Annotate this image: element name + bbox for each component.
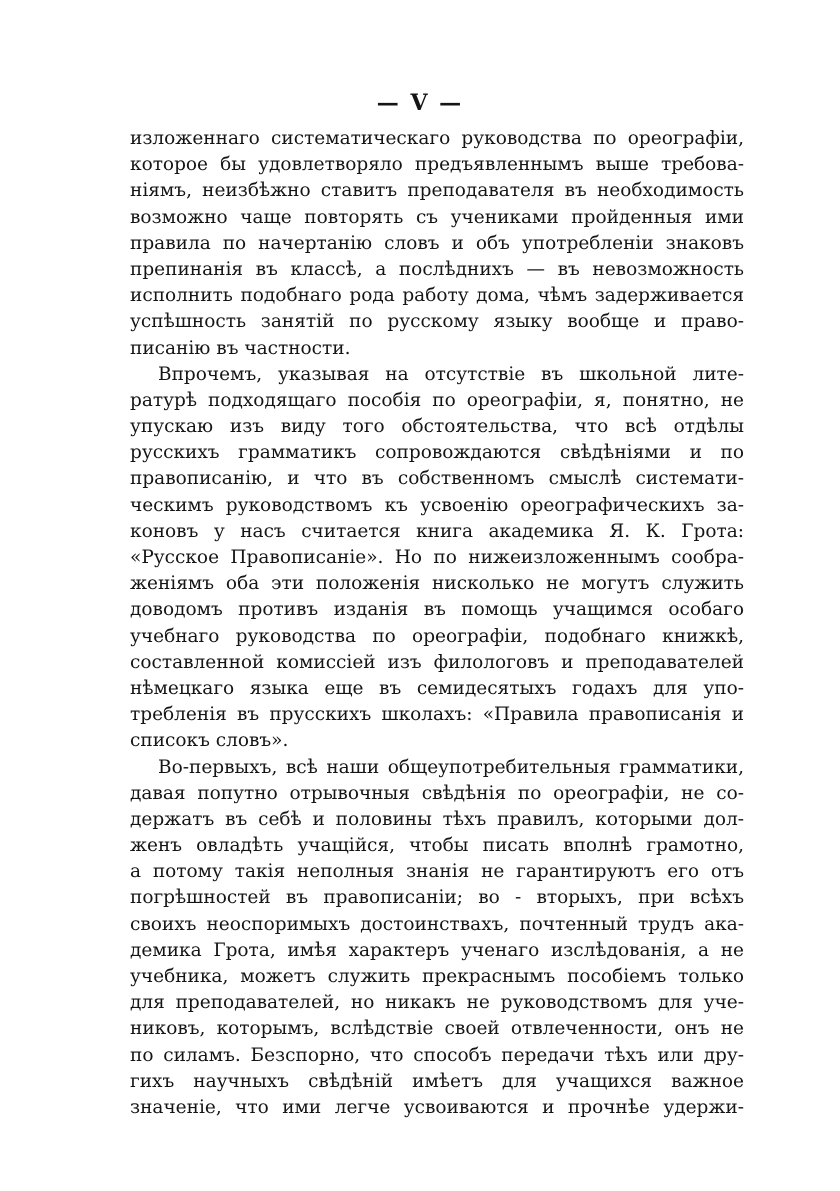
text-line: ческимъ руководствомъ къ усвоенію ореографическихъ за- (130, 494, 744, 516)
text-line: демика Грота, имѣя характеръ ученаго изслѣдованія, а не (130, 939, 744, 961)
text-line: «Русское Правописаніе». Но по нижеизложеннымъ сообра- (130, 547, 744, 568)
text-line: которое бы удовлетворяло предъявленнымъ выше требова- (130, 154, 744, 176)
text-line: ніямъ, неизбѣжно ставитъ преподавателя въ необходимость (130, 180, 744, 202)
page-number: — V — (376, 90, 464, 116)
text-line: коновъ у насъ считается книга академика Я. К. Грота: (130, 520, 744, 542)
text-line: учебнаго руководства по ореографіи, подобнаго книжкѣ, (130, 625, 744, 647)
text-line: значеніе, что ими легче усвоиваются и прочнѣе удержи- (130, 1096, 744, 1118)
text-line: женіямъ оба эти положенія нисколько не могутъ служить (130, 573, 744, 595)
text-line: доводомъ противъ изданія въ помощь учащимся особаго (130, 599, 744, 621)
paragraph-first-line: Во-первыхъ, всѣ наши общеупотребительныя грамматики, (158, 756, 744, 778)
text-line: женъ овладѣть учащійся, чтобы писать вполнѣ грамотно, (130, 835, 744, 857)
text-line: погрѣшностей въ правописаніи; во - вторыхъ, при всѣхъ (130, 887, 744, 909)
text-line: по силамъ. Безспорно, что способъ передачи тѣхъ или дру- (130, 1044, 744, 1066)
text-line: своихъ неоспоримыхъ достоинствахъ, почтенный трудъ ака- (130, 913, 744, 935)
text-line: возможно чаще повторять съ учениками пройденныя ими (130, 206, 744, 228)
text-line: держатъ въ себѣ и половины тѣхъ правилъ, которыми дол- (130, 808, 744, 830)
text-line: для преподавателей, но никакъ не руководствомъ для уче- (130, 992, 744, 1014)
paragraph-first-line: Впрочемъ, указывая на отсутствіе въ школьной лите- (158, 363, 744, 385)
text-line: требленія въ прусскихъ школахъ: «Правила правописанія и (130, 704, 744, 726)
text-line: никовъ, которымъ, вслѣдствіе своей отвлеченности, онъ не (130, 1018, 744, 1040)
text-line: правописанію, и что въ собственномъ смыслѣ системати- (130, 468, 744, 490)
text-line: успѣшность занятій по русскому языку вообще и право- (130, 311, 744, 333)
text-line: русскихъ грамматикъ сопровождаются свѣдѣніями и по (130, 442, 744, 464)
text-line: ратурѣ подходящаго пособія по ореографіи, я, понятно, не (130, 389, 744, 411)
text-line: изложеннаго систематическаго руководства по ореографіи, (130, 128, 744, 149)
text-line: гихъ научныхъ свѣдѣній имѣетъ для учащихся важное (130, 1070, 744, 1092)
text-line: нѣмецкаго языка еще въ семидесятыхъ годахъ для упо- (130, 677, 744, 699)
text-line: а потому такія неполныя знанія не гарантируютъ его отъ (130, 861, 744, 883)
text-line: давая попутно отрывочныя свѣдѣнія по ореографіи, не со- (130, 782, 744, 804)
text-line: препинанія въ классѣ, а послѣднихъ — въ невозможность (130, 258, 744, 280)
text-line: списокъ словъ». (130, 730, 289, 752)
text-line: учебника, можетъ служить прекраснымъ пособіемъ только (130, 966, 744, 987)
text-line: правила по начертанію словъ и объ употребленіи знаковъ (130, 232, 744, 254)
text-line: составленной комиссіей изъ филологовъ и преподавателей (130, 651, 744, 673)
text-line: писанію въ частности. (130, 337, 351, 359)
text-line: исполнить подобнаго рода работу дома, чѣмъ задерживается (130, 285, 744, 307)
text-line: упускаю изъ виду того обстоятельства, что всѣ отдѣлы (130, 416, 744, 438)
body-text (130, 126, 744, 1121)
